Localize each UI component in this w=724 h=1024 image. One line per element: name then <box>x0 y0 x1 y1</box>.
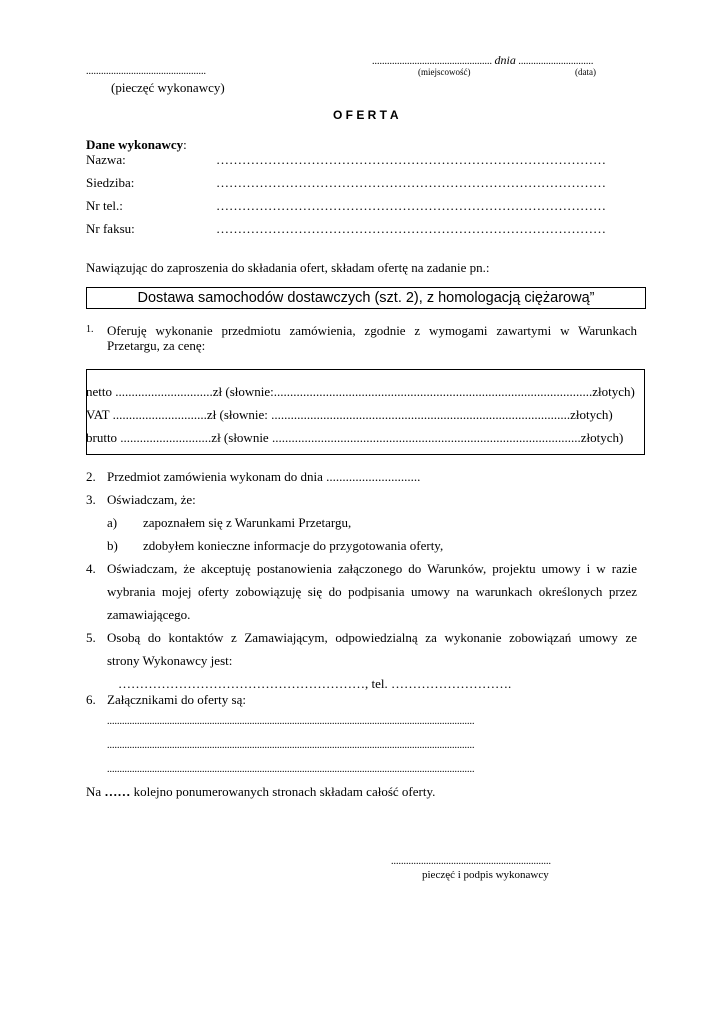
intro-text: Nawiązując do zaproszenia do składania ofert, składam ofertę na zadanie pn.: <box>86 260 490 275</box>
item3b-text: zdobyłem konieczne informacje do przygotowania oferty, <box>143 538 444 553</box>
item6-text: Załącznikami do oferty są: <box>107 692 246 707</box>
attachment-line-1[interactable]: ................................................................................................................................................... <box>107 716 475 727</box>
data-label: (data) <box>575 67 596 77</box>
contractor-heading-colon: : <box>183 137 187 152</box>
item3a-text: zapoznałem się z Warunkami Przetargu, <box>143 515 352 530</box>
closing-rest: kolejno ponumerowanych stronach składam całość oferty. <box>133 784 436 799</box>
attachment-line-3[interactable]: ................................................................................................................................................... <box>107 764 475 775</box>
field-dots-fax[interactable]: ……………………………………………………………………………… <box>216 221 606 236</box>
item5-contact-line[interactable]: …………………………………………………, tel. ………………………. <box>118 676 512 691</box>
miejscowosc-label: (miejscowość) <box>418 67 471 77</box>
item4-line1: Oświadczam, że akceptuję postanowienia załączonego do Warunków, projektu umowy i w razie <box>107 561 637 576</box>
attachment-line-2[interactable]: ................................................................................................................................................... <box>107 740 475 751</box>
page-title: O F E R T A <box>333 108 399 122</box>
item6-num: 6. <box>86 692 96 707</box>
item3a-label: a) <box>107 515 118 530</box>
field-dots-phone[interactable]: ……………………………………………………………………………… <box>216 198 606 213</box>
item2-num: 2. <box>86 469 96 484</box>
price-brutto[interactable]: brutto ............................zł (słownie ...............................................................................................złotych) <box>86 430 624 445</box>
field-label-name: Nazwa: <box>86 152 126 167</box>
contractor-heading <box>86 137 187 153</box>
field-dots-seat[interactable]: ……………………………………………………………………………… <box>216 175 606 190</box>
item3-text: Oświadczam, że: <box>107 492 196 507</box>
closing-page-count[interactable]: …… <box>104 784 131 799</box>
item3b-label: b) <box>107 538 118 553</box>
place-date-line <box>372 53 593 68</box>
item4-num: 4. <box>86 561 96 576</box>
item1-line1: Oferuję wykonanie przedmiotu zamówienia, zgodnie z wymogami zawartymi w Warunkach <box>107 323 637 338</box>
signature-dots[interactable]: ................................................................ <box>391 856 551 867</box>
field-label-seat: Siedziba: <box>86 175 135 190</box>
item1-num: 1. <box>86 324 94 335</box>
item5-line1: Osobą do kontaktów z Zamawiającym, odpowiedzialną za wykonanie zobowiązań umowy ze <box>107 630 637 645</box>
dnia-label: dnia <box>494 53 516 67</box>
item1-line2: Przetargu, za cenę: <box>107 338 206 353</box>
place-dots: ................................................ <box>372 56 492 67</box>
stamp-dots: ................................................ <box>86 66 206 77</box>
price-vat[interactable]: VAT .............................zł (słownie: ............................................................................................złotych) <box>86 407 613 422</box>
contractor-heading-text: Dane wykonawcy <box>86 137 184 152</box>
field-label-phone: Nr tel.: <box>86 198 123 213</box>
date-dots: .............................. <box>518 56 594 67</box>
item4-line3: zamawiającego. <box>107 607 191 622</box>
item5-num: 5. <box>86 630 96 645</box>
signature-label: pieczęć i podpis wykonawcy <box>422 869 549 881</box>
item4-line2: wybrania mojej oferty zobowiązuję się do podpisania umowy na warunkach określonych przez <box>107 584 637 599</box>
field-dots-name[interactable]: ……………………………………………………………………………… <box>216 152 606 167</box>
closing-statement <box>86 784 435 800</box>
closing-na: Na <box>86 784 102 799</box>
item3-num: 3. <box>86 492 96 507</box>
field-label-fax: Nr faksu: <box>86 221 135 236</box>
task-title-box: Dostawa samochodów dostawczych (szt. 2), z homologacją ciężarową” <box>86 287 646 309</box>
stamp-label: (pieczęć wykonawcy) <box>111 80 225 95</box>
item5-line2: strony Wykonawcy jest: <box>107 653 233 668</box>
item2-text: Przedmiot zamówienia wykonam do dnia ............................. <box>107 469 421 484</box>
price-netto[interactable]: netto ..............................zł (słownie:..................................................................................................złotych) <box>86 384 635 399</box>
